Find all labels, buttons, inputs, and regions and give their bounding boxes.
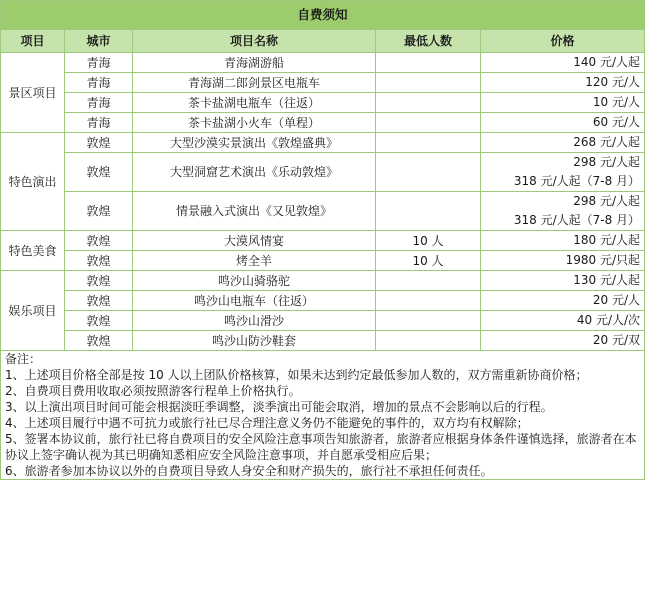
price-cell [481, 113, 645, 133]
table-row [1, 251, 645, 271]
min-people-cell [376, 311, 481, 331]
table-row [1, 113, 645, 133]
price-cell [481, 93, 645, 113]
price-cell [481, 291, 645, 311]
city-cell: 敦煌 [65, 331, 133, 351]
note-item: 5、签署本协议前，旅行社已将自费项目的安全风险注意事项告知旅游者，旅游者应根据身体条件谨慎选择，旅游者在本协议上签字确认视为其已明确知悉相应安全风险注意事项，并自愿承受相应后果； [5, 432, 637, 462]
city-cell: 敦煌 [65, 231, 133, 251]
min-people-cell [376, 153, 481, 192]
item-name-cell: 大型洞窟艺术演出《乐动敦煌》 [133, 153, 376, 192]
table-row [1, 133, 645, 153]
price-line: 120 元/人 [585, 75, 641, 89]
table-row [1, 153, 645, 192]
note-item: 6、旅游者参加本协议以外的自费项目导致人身安全和财产损失的，旅行社不承担任何责任。 [5, 464, 493, 478]
category-cell: 景区项目 [1, 53, 65, 133]
price-line: 60 元/人 [592, 115, 641, 129]
price-line: 130 元/人起 [573, 273, 641, 287]
price-line: 318 元/人起（7-8 月） [513, 174, 641, 188]
header-city: 城市 [65, 30, 133, 53]
table-row [1, 73, 645, 93]
table-title: 自费须知 [1, 1, 645, 30]
item-name-cell: 青海湖游船 [133, 53, 376, 73]
table-row [1, 53, 645, 73]
city-cell: 敦煌 [65, 271, 133, 291]
header-row [1, 30, 645, 53]
price-line: 298 元/人起 [573, 155, 641, 169]
table-row [1, 192, 645, 231]
min-people-cell [376, 192, 481, 231]
price-line: 1980 元/只起 [565, 253, 641, 267]
category-cell: 特色美食 [1, 231, 65, 271]
min-people-cell [376, 133, 481, 153]
table-row [1, 311, 645, 331]
min-people-cell [376, 291, 481, 311]
city-cell: 敦煌 [65, 311, 133, 331]
notes-cell [1, 351, 645, 480]
price-cell [481, 231, 645, 251]
table-row [1, 231, 645, 251]
city-cell: 敦煌 [65, 291, 133, 311]
header-category: 项目 [1, 30, 65, 53]
price-line: 10 元/人 [592, 95, 641, 109]
city-cell: 敦煌 [65, 192, 133, 231]
note-item: 3、以上演出项目时间可能会根据淡旺季调整，淡季演出可能会取消，增加的景点不会影响以后的行程。 [5, 400, 553, 414]
item-name-cell: 鸣沙山防沙鞋套 [133, 331, 376, 351]
item-name-cell: 大漠风情宴 [133, 231, 376, 251]
price-cell [481, 53, 645, 73]
price-cell [481, 133, 645, 153]
header-item-name: 项目名称 [133, 30, 376, 53]
table-row [1, 271, 645, 291]
price-line: 180 元/人起 [573, 233, 641, 247]
table-row [1, 93, 645, 113]
price-line: 268 元/人起 [573, 135, 641, 149]
header-price: 价格 [481, 30, 645, 53]
price-cell [481, 73, 645, 93]
note-item: 4、上述项目履行中遇不可抗力或旅行社已尽合理注意义务仍不能避免的事件的，双方均有权解除； [5, 416, 529, 430]
city-cell: 青海 [65, 73, 133, 93]
city-cell: 青海 [65, 113, 133, 133]
price-cell [481, 192, 645, 231]
item-name-cell: 鸣沙山电瓶车（往返） [133, 291, 376, 311]
item-name-cell: 情景融入式演出《又见敦煌》 [133, 192, 376, 231]
city-cell: 敦煌 [65, 153, 133, 192]
price-line: 40 元/人/次 [576, 313, 641, 327]
min-people-cell [376, 73, 481, 93]
price-cell [481, 311, 645, 331]
price-line: 140 元/人起 [573, 55, 641, 69]
item-name-cell: 茶卡盐湖电瓶车（往返） [133, 93, 376, 113]
note-item: 2、自费项目费用收取必须按照游客行程单上价格执行。 [5, 384, 301, 398]
min-people-cell [376, 113, 481, 133]
min-people-cell [376, 271, 481, 291]
notes-section [1, 351, 645, 480]
item-name-cell: 青海湖二郎剑景区电瓶车 [133, 73, 376, 93]
min-people-cell [376, 331, 481, 351]
price-cell [481, 271, 645, 291]
fee-table-body [1, 1, 645, 351]
item-name-cell: 茶卡盐湖小火车（单程） [133, 113, 376, 133]
price-line: 298 元/人起 [573, 194, 641, 208]
price-line: 20 元/人 [592, 293, 641, 307]
city-cell: 敦煌 [65, 251, 133, 271]
category-cell: 特色演出 [1, 133, 65, 231]
table-row [1, 331, 645, 351]
item-name-cell: 鸣沙山滑沙 [133, 311, 376, 331]
notes-heading: 备注： [5, 352, 42, 366]
price-cell [481, 331, 645, 351]
table-row [1, 291, 645, 311]
min-people-cell [376, 93, 481, 113]
price-line: 20 元/双 [592, 333, 641, 347]
min-people-cell [376, 53, 481, 73]
header-min-people: 最低人数 [376, 30, 481, 53]
item-name-cell: 鸣沙山骑骆驼 [133, 271, 376, 291]
price-cell [481, 251, 645, 271]
min-people-cell: 10 人 [376, 231, 481, 251]
city-cell: 敦煌 [65, 133, 133, 153]
city-cell: 青海 [65, 53, 133, 73]
min-people-cell: 10 人 [376, 251, 481, 271]
note-item: 1、上述项目价格全部是按 10 人以上团队价格核算，如果未达到约定最低参加人数的，双方需重新协商价格； [5, 368, 588, 382]
item-name-cell: 大型沙漠实景演出《敦煌盛典》 [133, 133, 376, 153]
price-line: 318 元/人起（7-8 月） [513, 213, 641, 227]
price-cell [481, 153, 645, 192]
category-cell: 娱乐项目 [1, 271, 65, 351]
item-name-cell: 烤全羊 [133, 251, 376, 271]
city-cell: 青海 [65, 93, 133, 113]
